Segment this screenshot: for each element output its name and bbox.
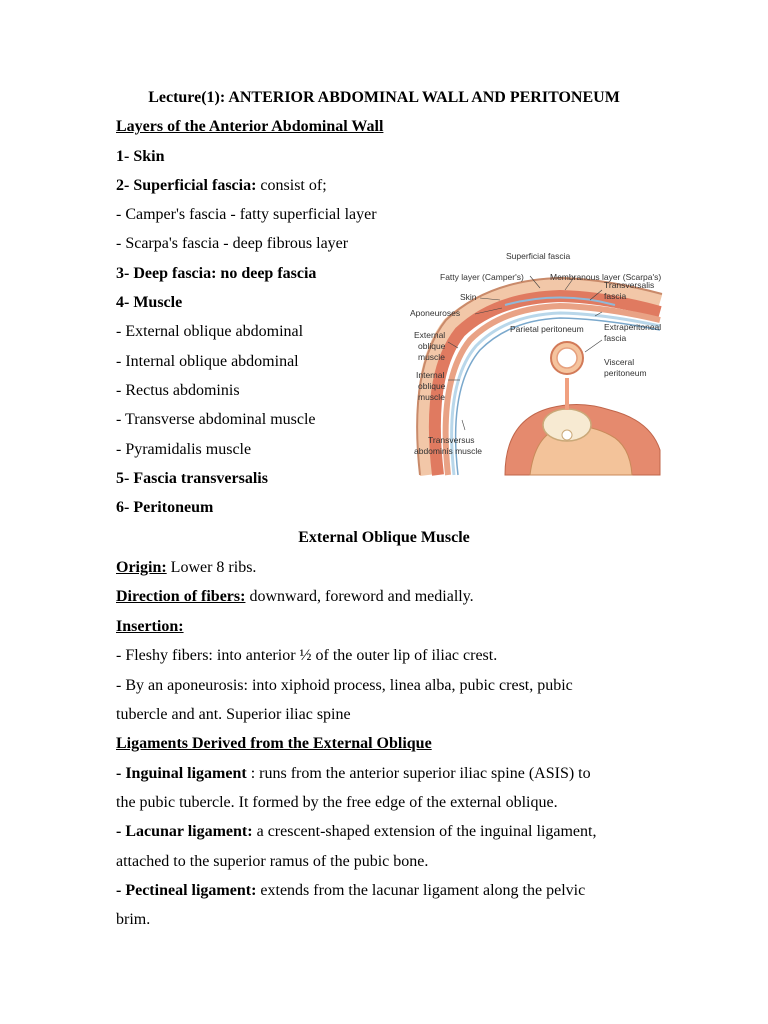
direction-label: Direction of fibers: — [116, 588, 246, 605]
direction-text: downward, foreword and medially. — [245, 588, 474, 605]
label-skin: Skin — [460, 292, 477, 302]
inguinal-ligament-text: : runs from the anterior superior iliac spine (ASIS) to — [246, 765, 591, 782]
superficial-fascia-label: 2- Superficial fascia: — [116, 177, 257, 194]
label-external-oblique: External — [414, 330, 446, 340]
origin-text: Lower 8 ribs. — [166, 559, 257, 576]
pectineal-ligament-label: - Pectineal ligament: — [116, 882, 257, 899]
lacunar-ligament-continued: attached to the superior ramus of the pubic bone. — [116, 853, 429, 870]
label-membranous-layer: Membranous layer (Scarpa's) — [550, 272, 662, 282]
inguinal-ligament-label: - Inguinal ligament — [116, 765, 247, 782]
label-internal-oblique: oblique — [418, 381, 446, 391]
label-parietal-peritoneum: Parietal peritoneum — [510, 324, 584, 334]
muscle-item: - Transverse abdominal muscle — [116, 411, 316, 428]
label-visceral-peritoneum: peritoneum — [604, 368, 647, 378]
label-aponeuroses: Aponeuroses — [410, 308, 461, 318]
label-extraperitoneal-fascia: Extraperitoneal — [604, 322, 662, 332]
inguinal-ligament-continued: the pubic tubercle. It formed by the free edge of the external oblique. — [116, 794, 558, 811]
page-title: Lecture(1): ANTERIOR ABDOMINAL WALL AND PERITONEUM — [148, 89, 620, 106]
insertion-label: Insertion: — [116, 618, 184, 635]
aponeurosis-item-continued: tubercle and ant. Superior iliac spine — [116, 706, 351, 723]
label-transversalis-fascia: Transversalis — [604, 280, 655, 290]
layer-muscle: 4- Muscle — [116, 294, 183, 311]
direction-line — [116, 587, 474, 607]
campers-fascia-item: - Camper's fascia - fatty superficial layer — [116, 206, 377, 223]
abdominal-wall-figure — [410, 250, 670, 480]
spinal-canal — [562, 430, 572, 440]
pectineal-ligament-line — [116, 881, 585, 901]
layer-peritoneum: 6- Peritoneum — [116, 499, 214, 516]
fleshy-fibers-item: - Fleshy fibers: into anterior ½ of the outer lip of iliac crest. — [116, 647, 498, 664]
scarpas-fascia-item: - Scarpa's fascia - deep fibrous layer — [116, 235, 349, 252]
lacunar-ligament-line — [116, 822, 596, 842]
layer-fascia-transversalis: 5- Fascia transversalis — [116, 470, 268, 487]
layers-heading: Layers of the Anterior Abdominal Wall — [116, 118, 384, 135]
bowel-lumen — [557, 348, 577, 368]
layer-deep-fascia: 3- Deep fascia: no deep fascia — [116, 265, 317, 282]
label-visceral-peritoneum: Visceral — [604, 357, 635, 367]
external-oblique-heading: External Oblique Muscle — [298, 529, 470, 546]
label-extraperitoneal-fascia: fascia — [604, 333, 627, 343]
inguinal-ligament-line — [116, 764, 591, 784]
muscle-item: - Pyramidalis muscle — [116, 441, 252, 458]
muscle-item: - Rectus abdominis — [116, 382, 240, 399]
layer-skin: 1- Skin — [116, 148, 165, 165]
muscle-item: - External oblique abdominal — [116, 323, 304, 340]
muscle-item: - Internal oblique abdominal — [116, 353, 299, 370]
label-transversalis-fascia: fascia — [604, 291, 627, 301]
label-internal-oblique: Internal — [416, 370, 445, 380]
label-transversus-abdominis: abdominis muscle — [414, 446, 483, 456]
lacunar-ligament-text: a crescent-shaped extension of the inguinal ligament, — [252, 823, 597, 840]
label-internal-oblique: muscle — [418, 392, 445, 402]
label-superficial-fascia: Superficial fascia — [506, 251, 571, 261]
lacunar-ligament-label: - Lacunar ligament: — [116, 823, 253, 840]
label-fatty-layer: Fatty layer (Camper's) — [440, 272, 524, 282]
pectineal-ligament-text: extends from the lacunar ligament along the pelvic — [256, 882, 586, 899]
label-transversus-abdominis: Transversus — [428, 435, 475, 445]
pectineal-ligament-continued: brim. — [116, 911, 151, 928]
layer-superficial-fascia — [116, 176, 327, 196]
label-external-oblique: muscle — [418, 352, 445, 362]
superficial-fascia-text: consist of; — [256, 177, 327, 194]
label-external-oblique: oblique — [418, 341, 446, 351]
ligaments-heading: Ligaments Derived from the External Oblique — [116, 735, 432, 752]
origin-line — [116, 558, 256, 578]
origin-label: Origin: — [116, 559, 167, 576]
aponeurosis-item: - By an aponeurosis: into xiphoid process, linea alba, pubic crest, pubic — [116, 677, 573, 694]
abdominal-wall-diagram — [410, 250, 670, 480]
